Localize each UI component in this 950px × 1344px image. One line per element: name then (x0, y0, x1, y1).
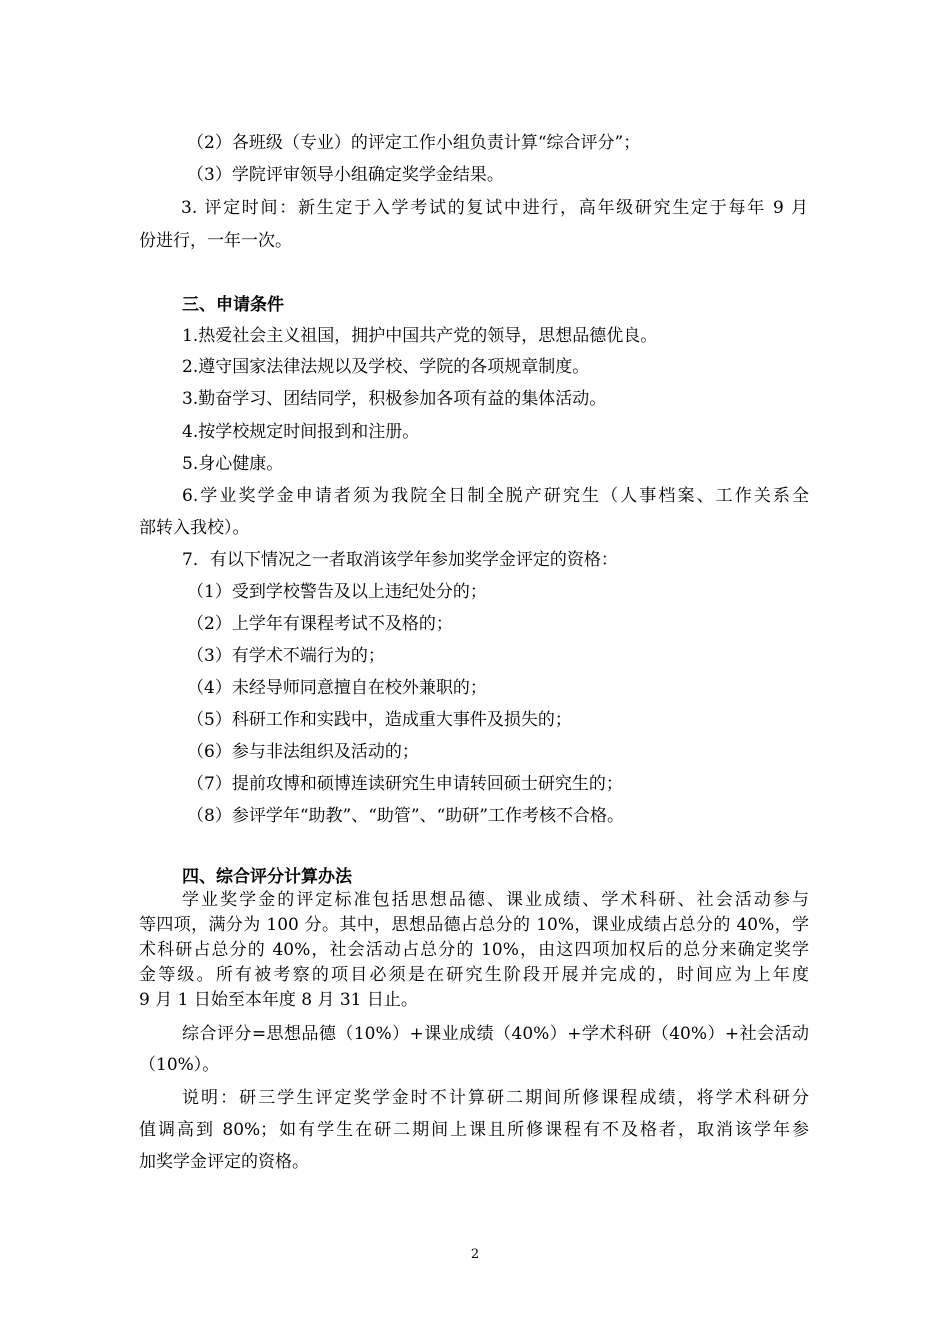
condition-5: 5.身心健康。 (182, 454, 284, 474)
condition-3: 3.勤奋学习、团结同学，积极参加各项有益的集体活动。 (182, 389, 607, 409)
condition-1: 1.热爱社会主义祖国，拥护中国共产党的领导，思想品德优良。 (182, 326, 658, 346)
disqualify-item: （4）未经导师同意擅自在校外兼职的； (187, 678, 487, 698)
disqualify-item: （3）有学术不端行为的； (187, 646, 385, 666)
condition-6-line-2: 部转入我校）。 (139, 518, 250, 538)
disqualify-item: （6）参与非法组织及活动的； (187, 742, 419, 762)
disqualify-item: （7）提前攻博和硕博连读研究生申请转回硕士研究生的； (187, 774, 623, 794)
disqualify-item: （5）科研工作和实践中，造成重大事件及损失的； (187, 710, 572, 730)
note-line: 加奖学金评定的资格。 (139, 1152, 309, 1172)
disqualify-item: （2）上学年有课程考试不及格的； (187, 614, 453, 634)
page-number: 2 (470, 1247, 480, 1262)
condition-2: 2.遵守国家法律法规以及学校、学院的各项规章制度。 (182, 357, 590, 377)
condition-7: 7．有以下情况之一者取消该学年参加奖学金评定的资格： (182, 550, 618, 570)
formula-line-1: 综合评分=思想品德（10%）+课业成绩（40%）+学术科研（40%）+社会活动 (182, 1024, 809, 1044)
eval-time-line-1: 3. 评定时间：新生定于入学考试的复试中进行，高年级研究生定于每年 9 月 (181, 198, 808, 218)
formula-line-2: （10%）。 (139, 1055, 220, 1075)
eval-step-3: （3）学院评审领导小组确定奖学金结果。 (187, 165, 504, 185)
note-line: 值调高到 80%；如有学生在研二期间上课且所修课程有不及格者，取消该学年参 (139, 1120, 809, 1140)
scoring-paragraph-line: 金等级。所有被考察的项目必须是在研究生阶段开展并完成的，时间应为上年度 (139, 965, 809, 985)
scoring-paragraph-line: 等四项，满分为 100 分。其中，思想品德占总分的 10%，课业成绩占总分的 40%，学 (139, 915, 809, 935)
note-line: 说明：研三学生评定奖学金时不计算研二期间所修课程成绩，将学术科研分 (182, 1088, 809, 1108)
eval-step-2: （2）各班级（专业）的评定工作小组负责计算“综合评分”； (187, 133, 641, 153)
disqualify-item: （1）受到学校警告及以上违纪处分的； (187, 582, 487, 602)
disqualify-item: （8）参评学年“助教”、“助管”、“助研”工作考核不合格。 (187, 806, 624, 826)
section-heading-scoring: 四、综合评分计算办法 (182, 867, 352, 887)
scoring-paragraph-line: 术科研占总分的 40%，社会活动占总分的 10%，由这四项加权后的总分来确定奖学 (139, 940, 809, 960)
section-heading-conditions: 三、申请条件 (182, 295, 284, 315)
scoring-paragraph-line: 9 月 1 日始至本年度 8 月 31 日止。 (139, 990, 418, 1010)
condition-4: 4.按学校规定时间报到和注册。 (182, 422, 420, 442)
scoring-paragraph-line: 学业奖学金的评定标准包括思想品德、课业成绩、学术科研、社会活动参与 (182, 890, 809, 910)
condition-6-line-1: 6.学业奖学金申请者须为我院全日制全脱产研究生（人事档案、工作关系全 (182, 486, 809, 506)
eval-time-line-2: 份进行，一年一次。 (139, 231, 292, 251)
